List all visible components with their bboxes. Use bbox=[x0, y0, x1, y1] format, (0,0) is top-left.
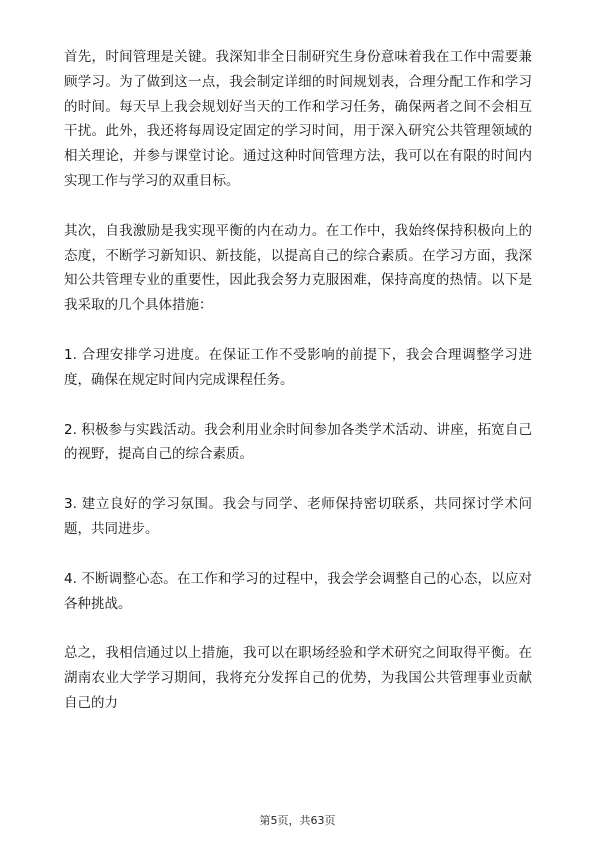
page-number: 第5页，共63页 bbox=[259, 814, 336, 827]
document-body bbox=[64, 45, 532, 716]
list-item: 1. 合理安排学习进度。在保证工作不受影响的前提下，我会合理调整学习进度，确保在规定时间内完成课程任务。 bbox=[64, 346, 532, 388]
paragraph-self-motivation: 其次，自我激励是我实现平衡的内在动力。在工作中，我始终保持积极向上的态度，不断学习新知识、新技能，以提高自己的综合素质。在学习方面，我深知公共管理专业的重要性，因此我会努力克服困难，保持高度的热情。以下是我采取的几个具体措施： bbox=[64, 222, 532, 314]
list-item: 3. 建立良好的学习氛围。我会与同学、老师保持密切联系，共同探讨学术问题，共同进步。 bbox=[64, 496, 532, 537]
list-item: 2. 积极参与实践活动。我会利用业余时间参加各类学术活动、讲座，拓宽自己的视野，提高自己的综合素质。 bbox=[64, 421, 532, 463]
paragraph-conclusion: 总之，我相信通过以上措施，我可以在职场经验和学术研究之间取得平衡。在湖南农业大学学习期间，我将充分发挥自己的优势，为我国公共管理事业贡献自己的力 bbox=[64, 645, 532, 711]
list-item: 4. 不断调整心态。在工作和学习的过程中，我会学会调整自己的心态，以应对各种挑战。 bbox=[64, 570, 532, 612]
paragraph-time-management: 首先，时间管理是关键。我深知非全日制研究生身份意味着我在工作中需要兼顾学习。为了做到这一点，我会制定详细的时间规划表，合理分配工作和学习的时间。每天早上我会规划好当天的工作和学习任务，确保两者之间不会相互干扰。此外，我还将每周设定固定的学习时间，用于深入研究公共管理领域的相关理论，并参与课堂讨论。通过这种时间管理方法，我可以在有限的时间内实现工作与学习的双重目标。 bbox=[64, 49, 532, 189]
